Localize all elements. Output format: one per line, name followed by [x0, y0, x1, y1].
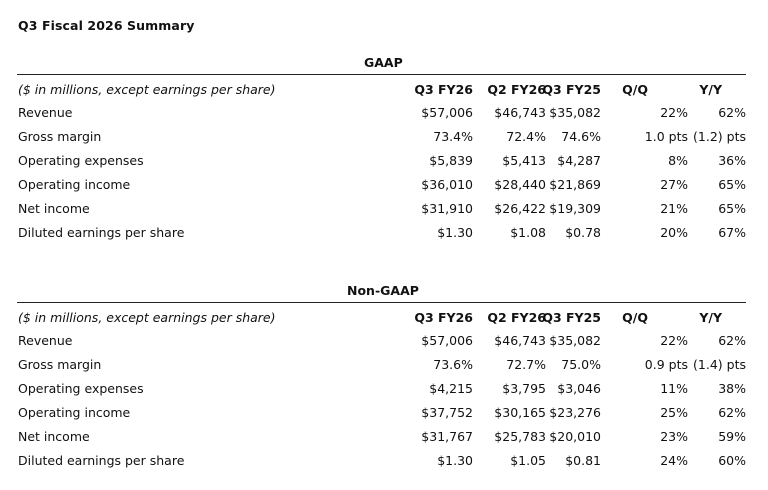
- table-row: [17, 353, 746, 377]
- cell-q2fy26: $46,743: [494, 333, 546, 348]
- cell-q3fy26: $4,215: [429, 381, 473, 396]
- cell-q3fy26: 73.4%: [433, 129, 473, 144]
- cell-yy: 59%: [718, 429, 746, 444]
- cell-yy: 65%: [718, 177, 746, 192]
- row-label: Operating expenses: [18, 381, 144, 396]
- cell-q3fy25: $0.81: [565, 453, 601, 468]
- cell-yy: 62%: [718, 333, 746, 348]
- cell-q2fy26: $1.08: [510, 225, 546, 240]
- cell-q3fy25: $4,287: [557, 153, 601, 168]
- table-row: [17, 149, 746, 173]
- cell-q3fy26: $1.30: [437, 225, 473, 240]
- cell-yy: 62%: [718, 105, 746, 120]
- row-label: Revenue: [18, 105, 73, 120]
- cell-qq: 20%: [660, 225, 688, 240]
- cell-q3fy26: 73.6%: [433, 357, 473, 372]
- row-label: Net income: [18, 429, 90, 444]
- table-row: [17, 425, 746, 449]
- column-header-qq: Q/Q: [622, 82, 648, 97]
- row-label: Gross margin: [18, 129, 102, 144]
- cell-yy: 65%: [718, 201, 746, 216]
- cell-q3fy25: 74.6%: [561, 129, 601, 144]
- table-row: [17, 197, 746, 221]
- row-label: Diluted earnings per share: [18, 453, 185, 468]
- cell-q3fy25: 75.0%: [561, 357, 601, 372]
- cell-yy: 38%: [718, 381, 746, 396]
- cell-qq: 25%: [660, 405, 688, 420]
- column-header-yy: Y/Y: [699, 310, 722, 325]
- gaap-section-title: [17, 53, 746, 73]
- cell-yy: 62%: [718, 405, 746, 420]
- cell-q2fy26: $30,165: [494, 405, 546, 420]
- column-header-q3fy25: Q3 FY25: [542, 310, 601, 325]
- cell-q3fy25: $3,046: [557, 381, 601, 396]
- nongaap-header-row: [17, 306, 746, 330]
- cell-q3fy25: $35,082: [549, 105, 601, 120]
- cell-qq: 11%: [660, 381, 688, 396]
- page-title: Q3 Fiscal 2026 Summary: [18, 18, 195, 33]
- column-header-yy: Y/Y: [699, 82, 722, 97]
- table-row: [17, 101, 746, 125]
- row-label: Net income: [18, 201, 90, 216]
- cell-q3fy25: $35,082: [549, 333, 601, 348]
- cell-q2fy26: 72.7%: [506, 357, 546, 372]
- cell-qq: 8%: [668, 153, 688, 168]
- cell-q3fy26: $37,752: [421, 405, 473, 420]
- row-label: Operating income: [18, 405, 131, 420]
- row-label: Diluted earnings per share: [18, 225, 185, 240]
- cell-q2fy26: $1.05: [510, 453, 546, 468]
- cell-q3fy25: $20,010: [549, 429, 601, 444]
- cell-q3fy26: $5,839: [429, 153, 473, 168]
- cell-yy: 60%: [718, 453, 746, 468]
- cell-q3fy26: $36,010: [421, 177, 473, 192]
- nongaap-title-text: Non-GAAP: [347, 283, 419, 298]
- cell-yy: 67%: [718, 225, 746, 240]
- cell-qq: 21%: [660, 201, 688, 216]
- row-label: Gross margin: [18, 357, 102, 372]
- cell-q2fy26: $25,783: [494, 429, 546, 444]
- cell-qq: 23%: [660, 429, 688, 444]
- column-header-q3fy26: Q3 FY26: [414, 310, 473, 325]
- cell-q2fy26: $26,422: [494, 201, 546, 216]
- table-row: [17, 377, 746, 401]
- table-row: [17, 401, 746, 425]
- column-header-q3fy25: Q3 FY25: [542, 82, 601, 97]
- cell-yy: (1.4) pts: [693, 357, 746, 372]
- cell-q3fy25: $0.78: [565, 225, 601, 240]
- nongaap-divider: [17, 302, 746, 303]
- row-label: Operating expenses: [18, 153, 144, 168]
- gaap-divider: [17, 74, 746, 75]
- nongaap-section-title: [17, 281, 746, 301]
- cell-q3fy26: $1.30: [437, 453, 473, 468]
- cell-qq: 0.9 pts: [644, 357, 688, 372]
- table-row: [17, 221, 746, 245]
- cell-q3fy25: $21,869: [549, 177, 601, 192]
- column-header-q3fy26: Q3 FY26: [414, 82, 473, 97]
- gaap-title-text: GAAP: [364, 55, 403, 70]
- row-label: Operating income: [18, 177, 131, 192]
- cell-q3fy26: $57,006: [421, 105, 473, 120]
- column-header-qq: Q/Q: [622, 310, 648, 325]
- cell-q3fy26: $31,910: [421, 201, 473, 216]
- table-row: [17, 125, 746, 149]
- cell-q2fy26: $3,795: [502, 381, 546, 396]
- column-header-q2fy26: Q2 FY26: [487, 82, 546, 97]
- cell-q3fy25: $19,309: [549, 201, 601, 216]
- cell-qq: 22%: [660, 105, 688, 120]
- cell-qq: 24%: [660, 453, 688, 468]
- table-row: [17, 449, 746, 473]
- cell-qq: 27%: [660, 177, 688, 192]
- cell-q3fy26: $31,767: [421, 429, 473, 444]
- cell-qq: 1.0 pts: [644, 129, 688, 144]
- cell-yy: 36%: [718, 153, 746, 168]
- table-row: [17, 173, 746, 197]
- units-note: ($ in millions, except earnings per share): [18, 82, 276, 97]
- table-row: [17, 329, 746, 353]
- cell-q2fy26: 72.4%: [506, 129, 546, 144]
- gaap-header-row: [17, 78, 746, 102]
- cell-q3fy25: $23,276: [549, 405, 601, 420]
- cell-q2fy26: $5,413: [502, 153, 546, 168]
- units-note: ($ in millions, except earnings per share): [18, 310, 276, 325]
- cell-q3fy26: $57,006: [421, 333, 473, 348]
- cell-q2fy26: $46,743: [494, 105, 546, 120]
- column-header-q2fy26: Q2 FY26: [487, 310, 546, 325]
- cell-yy: (1.2) pts: [693, 129, 746, 144]
- cell-qq: 22%: [660, 333, 688, 348]
- row-label: Revenue: [18, 333, 73, 348]
- cell-q2fy26: $28,440: [494, 177, 546, 192]
